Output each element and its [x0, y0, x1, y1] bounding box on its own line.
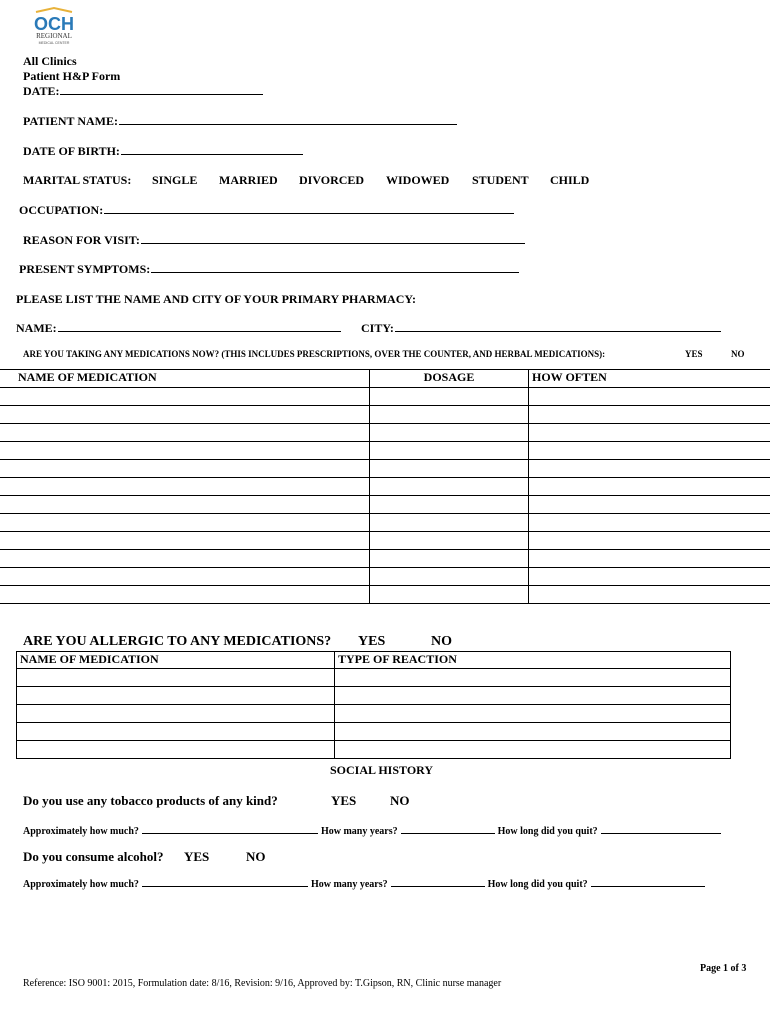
- allergy-question: ARE YOU ALLERGIC TO ANY MEDICATIONS?: [23, 634, 332, 649]
- reason-field[interactable]: [23, 233, 525, 248]
- pharmacy-city-line[interactable]: [395, 330, 721, 332]
- tobacco-how-many-label: How many years?: [320, 826, 398, 837]
- page-number: Page 1 of 3: [700, 963, 747, 974]
- meds-question: ARE YOU TAKING ANY MEDICATIONS NOW? (THIS INCLUDES PRESCRIPTIONS, OVER THE COUNTER, AND HERBAL MEDICATIONS):: [23, 349, 606, 359]
- marital-option-married[interactable]: MARRIED: [219, 173, 278, 187]
- allergy-col-reaction: TYPE OF REACTION: [335, 652, 731, 669]
- occupation-label: OCCUPATION:: [19, 203, 104, 217]
- symptoms-field[interactable]: [19, 262, 519, 277]
- symptoms-label: PRESENT SYMPTOMS:: [19, 262, 151, 276]
- logo-sub: REGIONAL: [36, 32, 72, 40]
- table-row[interactable]: [0, 550, 770, 568]
- reference-note: Reference: ISO 9001: 2015, Formulation date: 8/16, Revision: 9/16, Approved by: T.Gipson, RN, Clinic nurse manager: [23, 978, 502, 989]
- med-col-name: NAME OF MEDICATION: [0, 370, 370, 388]
- social-history-title: SOCIAL HISTORY: [330, 763, 434, 777]
- table-row[interactable]: [0, 442, 770, 460]
- reason-label: REASON FOR VISIT:: [23, 233, 140, 247]
- symptoms-line[interactable]: [151, 271, 519, 273]
- tobacco-no-option[interactable]: NO: [390, 793, 410, 808]
- pharmacy-city-field[interactable]: [361, 321, 721, 336]
- patient-name-field[interactable]: [23, 114, 457, 129]
- med-col-dosage: DOSAGE: [370, 370, 529, 388]
- dob-field[interactable]: [23, 144, 303, 159]
- alcohol-how-long-line[interactable]: [591, 885, 705, 887]
- table-row[interactable]: [0, 532, 770, 550]
- pharmacy-city-label: CITY:: [361, 321, 394, 335]
- meds-no-option[interactable]: NO: [731, 349, 745, 359]
- pharmacy-name-line[interactable]: [58, 330, 341, 332]
- dob-line[interactable]: [121, 153, 303, 155]
- logo-sub2: MEDICAL CENTER: [38, 41, 70, 45]
- alcohol-how-many-line[interactable]: [391, 885, 485, 887]
- pharmacy-heading: PLEASE LIST THE NAME AND CITY OF YOUR PRIMARY PHARMACY:: [16, 292, 416, 306]
- tobacco-how-much-label: Approximately how much?: [23, 826, 139, 837]
- pharmacy-name-label: NAME:: [16, 321, 57, 335]
- alcohol-how-many-label: How many years?: [310, 879, 388, 890]
- patient-name-line[interactable]: [119, 123, 457, 125]
- logo-graphic: [28, 6, 80, 46]
- medication-table: [0, 369, 770, 604]
- table-row[interactable]: [17, 705, 731, 723]
- alcohol-question: Do you consume alcohol?: [23, 849, 164, 864]
- tobacco-how-long-label: How long did you quit?: [497, 826, 598, 837]
- alcohol-no-option[interactable]: NO: [246, 849, 266, 864]
- pharmacy-name-field[interactable]: [16, 321, 341, 336]
- tobacco-how-much-line[interactable]: [142, 832, 318, 834]
- allergy-col-name: NAME OF MEDICATION: [17, 652, 335, 669]
- marital-option-child[interactable]: CHILD: [550, 173, 590, 187]
- allergy-no-option[interactable]: NO: [431, 634, 452, 649]
- table-row[interactable]: [0, 514, 770, 532]
- allergy-table-header: [17, 652, 731, 669]
- alcohol-details: [23, 879, 705, 890]
- alcohol-how-much-line[interactable]: [142, 885, 308, 887]
- date-field[interactable]: [23, 84, 263, 99]
- patient-name-label: PATIENT NAME:: [23, 114, 119, 128]
- date-label: DATE:: [23, 84, 60, 98]
- alcohol-how-much-label: Approximately how much?: [23, 879, 139, 890]
- logo-text: OCH: [34, 14, 74, 34]
- date-line[interactable]: [60, 93, 263, 95]
- med-col-how-often: HOW OFTEN: [529, 370, 770, 388]
- marital-option-single[interactable]: SINGLE: [152, 173, 198, 187]
- table-row[interactable]: [0, 496, 770, 514]
- reason-line[interactable]: [141, 242, 525, 244]
- table-row[interactable]: [0, 586, 770, 604]
- form-title: Patient H&P Form: [23, 69, 121, 83]
- table-row[interactable]: [17, 669, 731, 687]
- tobacco-details: [23, 826, 721, 837]
- allergy-table: [16, 651, 731, 759]
- alcohol-how-long-label: How long did you quit?: [487, 879, 588, 890]
- dob-label: DATE OF BIRTH:: [23, 144, 120, 158]
- tobacco-how-many-line[interactable]: [401, 832, 495, 834]
- occupation-line[interactable]: [104, 212, 514, 214]
- medication-table-header: [0, 370, 770, 388]
- table-row[interactable]: [17, 687, 731, 705]
- clinic-label: All Clinics: [23, 54, 77, 68]
- tobacco-how-long-line[interactable]: [601, 832, 721, 834]
- tobacco-yes-option[interactable]: YES: [331, 793, 357, 808]
- occupation-field[interactable]: [19, 203, 514, 218]
- table-row[interactable]: [0, 568, 770, 586]
- table-row[interactable]: [17, 741, 731, 759]
- marital-option-student[interactable]: STUDENT: [472, 173, 529, 187]
- table-row[interactable]: [0, 460, 770, 478]
- table-row[interactable]: [0, 424, 770, 442]
- table-row[interactable]: [0, 406, 770, 424]
- table-row[interactable]: [17, 723, 731, 741]
- meds-yes-option[interactable]: YES: [685, 349, 703, 359]
- och-logo: [28, 6, 80, 46]
- table-row[interactable]: [0, 478, 770, 496]
- table-row[interactable]: [0, 388, 770, 406]
- marital-label: MARITAL STATUS:: [23, 173, 132, 187]
- marital-option-divorced[interactable]: DIVORCED: [299, 173, 365, 187]
- allergy-yes-option[interactable]: YES: [358, 634, 386, 649]
- tobacco-question: Do you use any tobacco products of any kind?: [23, 793, 278, 808]
- marital-option-widowed[interactable]: WIDOWED: [386, 173, 450, 187]
- alcohol-yes-option[interactable]: YES: [184, 849, 210, 864]
